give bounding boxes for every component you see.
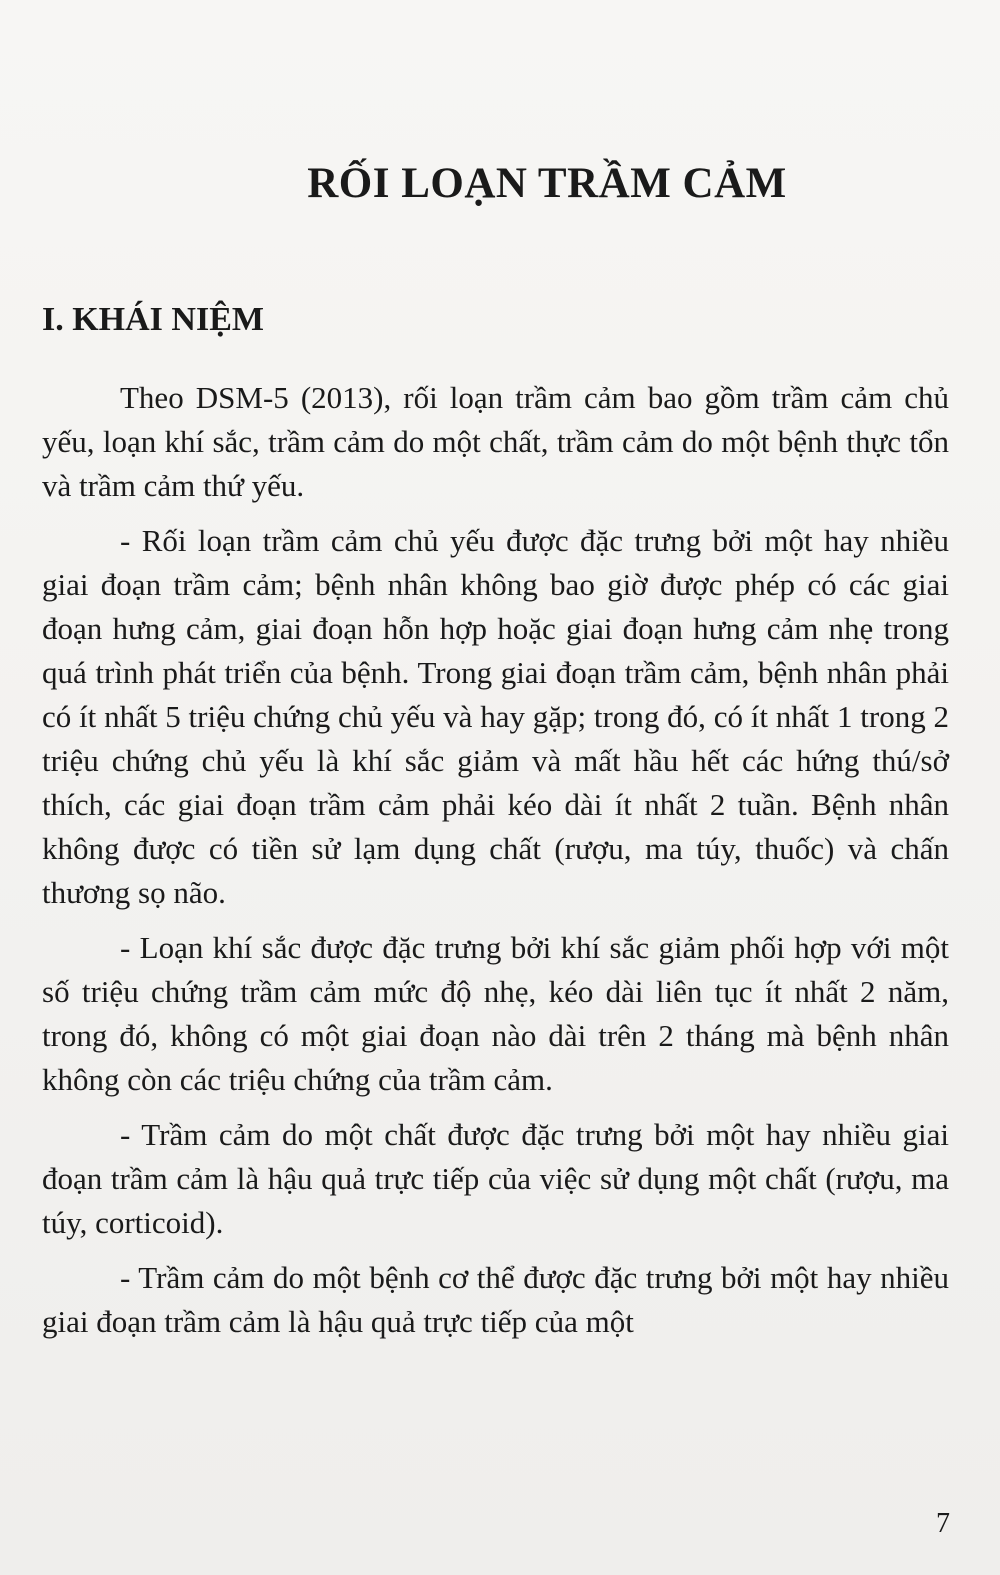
paragraph: - Loạn khí sắc được đặc trưng bởi khí sắc giảm phối hợp với một số triệu chứng trầm cảm mức độ nhẹ, kéo dài liên tục ít nhất 2 năm, trong đó, không có một giai đoạn nào dài trên 2 tháng mà bệnh nhân không còn các triệu chứng của trầm cảm. — [42, 930, 949, 1097]
paragraph: - Trầm cảm do một chất được đặc trưng bởi một hay nhiều giai đoạn trầm cảm là hậu quả trực tiếp của việc sử dụng một chất (rượu, ma túy, corticoid). — [42, 1117, 949, 1240]
paragraph: Theo DSM-5 (2013), rối loạn trầm cảm bao gồm trầm cảm chủ yếu, loạn khí sắc, trầm cảm do một chất, trầm cảm do một bệnh thực tổn và trầm cảm thứ yếu. — [42, 380, 949, 503]
paragraph: - Rối loạn trầm cảm chủ yếu được đặc trưng bởi một hay nhiều giai đoạn trầm cảm; bệnh nhân không bao giờ được phép có các giai đoạn hưng cảm, giai đoạn hỗn hợp hoặc giai đoạn hưng cảm nhẹ trong quá trình phát triển của bệnh. Trong giai đoạn trầm cảm, bệnh nhân phải có ít nhất 5 triệu chứng chủ yếu và hay gặp; trong đó, có ít nhất 1 trong 2 triệu chứng chủ yếu là khí sắc giảm và mất hầu hết các hứng thú/sở thích, các giai đoạn trầm cảm phải kéo dài ít nhất 2 tuần. Bệnh nhân không được có tiền sử lạm dụng chất (rượu, ma túy, thuốc) và chấn thương sọ não. — [42, 523, 949, 910]
body-text — [42, 376, 949, 1355]
section-heading: I. KHÁI NIỆM — [42, 301, 264, 338]
page-number: 7 — [936, 1508, 950, 1539]
chapter-title: RỐI LOẠN TRẦM CẢM — [307, 160, 787, 207]
paragraph: - Trầm cảm do một bệnh cơ thể được đặc trưng bởi một hay nhiều giai đoạn trầm cảm là hậu quả trực tiếp của một — [42, 1260, 949, 1339]
